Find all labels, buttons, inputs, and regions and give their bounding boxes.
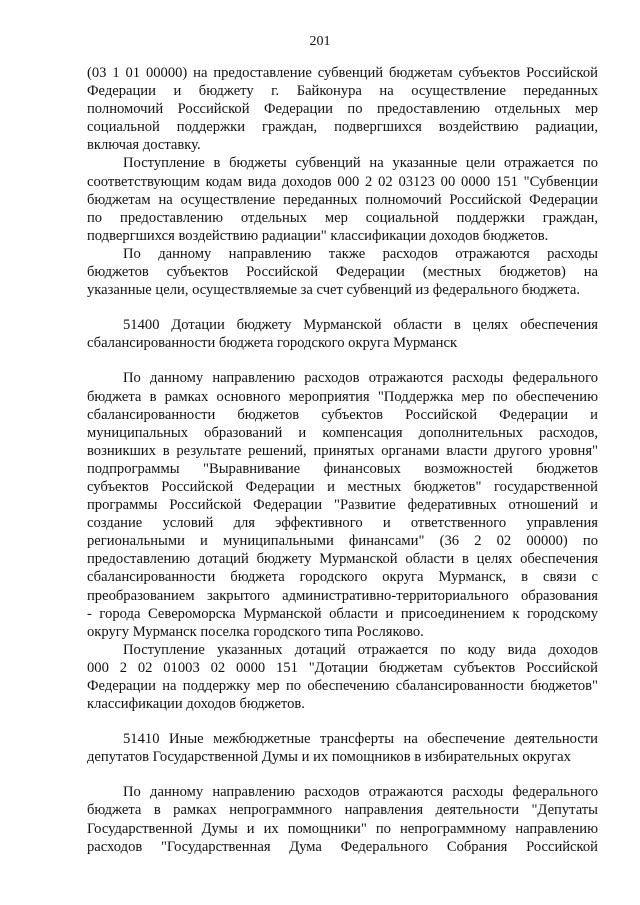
text-line: По данному направлению расходов отражаются расходы федерального (123, 370, 598, 387)
text-line: преобразованием закрытого административно-территориального образования (87, 587, 598, 604)
page-number: 201 (309, 34, 331, 49)
text-line: Государственной Думы и их помощники" по непрограммному направлению (87, 820, 598, 837)
text-line: бюджетов субъектов Российской Федерации (местных бюджетов) на (87, 264, 598, 281)
paragraph-regional-expenses (87, 245, 598, 299)
text-line: бюджета в рамках непрограммного направления деятельности "Депутаты (87, 802, 598, 819)
text-line: программы Российской Федерации "Развитие федеративных отношений и (87, 497, 598, 514)
text-line: сбалансированности бюджета городского округа Мурманск (87, 335, 458, 352)
text-line: предоставлению дотаций бюджету Мурманской области в целях обеспечения (87, 551, 598, 568)
text-line: (03 1 01 00000) на предоставление субвенций бюджетам субъектов Российской (87, 65, 598, 81)
text-line: соответствующим кодам вида доходов 000 2 02 03123 00 0000 151 "Субвенции (87, 173, 598, 190)
text-line: округу Мурманск поселка городского типа Росляково. (87, 623, 424, 640)
text-line: подпрограммы "Выравнивание финансовых возможностей бюджетов (87, 460, 598, 477)
text-line: Федерации на поддержку мер по обеспечению сбалансированности бюджетов" (87, 678, 598, 694)
page-body (87, 64, 598, 856)
text-line: По данному направлению также расходов отражаются расходы (123, 245, 598, 262)
text-line: сбалансированности бюджета городского округа Мурманск, в связи с (87, 569, 598, 586)
text-line: депутатов Государственной Думы и их помощников в избирательных округах (87, 749, 571, 766)
text-line: бюджета в рамках основного мероприятия "Поддержка мер по обеспечению (87, 388, 598, 405)
text-line: Поступление в бюджеты субвенций на указанные цели отражается по (123, 155, 598, 172)
text-line: сбалансированности бюджетов субъектов Российской Федерации и (87, 406, 598, 423)
text-line: по предоставлению отдельных мер социальной поддержки граждан, (87, 209, 598, 226)
paragraph-continuation (87, 64, 598, 154)
section-heading-51410 (87, 730, 598, 766)
text-line: подвергшихся воздействию радиации" классификации доходов бюджетов. (87, 227, 549, 244)
paragraph-51400-description (87, 369, 598, 640)
text-line: 51400 Дотации бюджету Мурманской области в целях обеспечения (123, 317, 598, 334)
text-line: По данному направлению расходов отражаются расходы федерального (123, 784, 598, 801)
section-heading-51400 (87, 316, 598, 352)
text-line: региональными и муниципальными финансами" (36 2 02 00000) по (87, 533, 598, 550)
text-line: классификации доходов бюджетов. (87, 696, 305, 713)
text-line: Федерации и бюджету г. Байконура на осуществление переданных (87, 83, 598, 100)
text-line: субъектов Российской Федерации и местных бюджетов" государственной (87, 478, 598, 495)
text-line: возникших в результате решений, принятых органами власти другого уровня" (87, 442, 598, 459)
paragraph-51410-description (87, 783, 598, 855)
text-line: расходов "Государственная Дума Федерального Собрания Российской (87, 838, 598, 855)
paragraph-income-subventions (87, 154, 598, 244)
text-line: включая доставку. (87, 137, 201, 154)
text-line: 51410 Иные межбюджетные трансферты на обеспечение деятельности (123, 731, 598, 748)
text-line: - города Североморска Мурманской области и присоединением к городскому (87, 605, 598, 622)
text-line: 000 2 02 01003 02 0000 151 "Дотации бюджетам субъектов Российской (87, 659, 598, 676)
text-line: полномочий Российской Федерации по предоставлению отдельных мер (87, 101, 598, 118)
text-line: Поступление указанных дотаций отражается по коду вида доходов (123, 641, 598, 658)
text-line: социальной поддержки граждан, подвергшихся воздействию радиации, (87, 119, 598, 136)
text-line: указанные цели, осуществляемые за счет субвенций из федерального бюджета. (87, 282, 580, 299)
paragraph-51400-income (87, 641, 598, 713)
text-line: бюджетам на осуществление переданных полномочий Российской Федерации (87, 191, 598, 208)
text-line: муниципальных образований и компенсация дополнительных расходов, (87, 424, 598, 441)
text-line: создание условий для эффективного и ответственного управления (87, 515, 598, 532)
